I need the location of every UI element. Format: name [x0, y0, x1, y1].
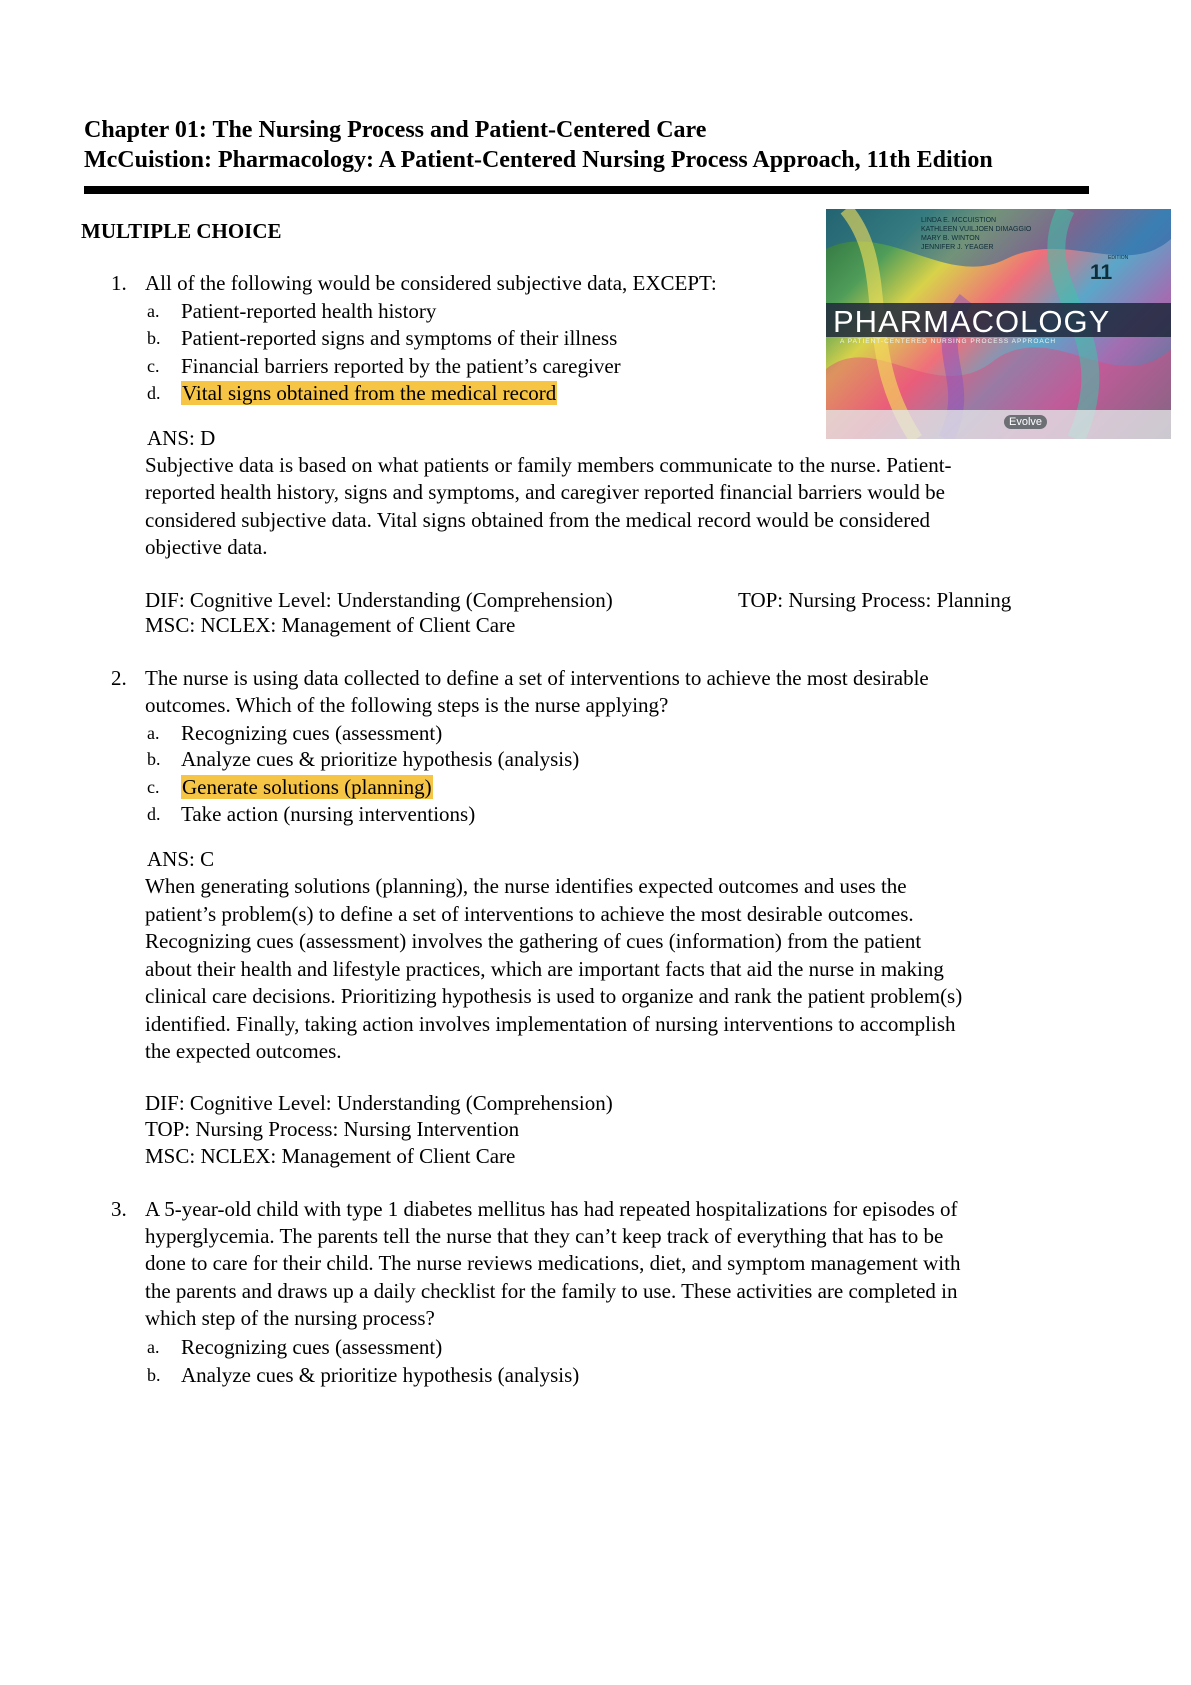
rationale-line: objective data. — [145, 535, 268, 559]
chapter-title: Chapter 01: The Nursing Process and Patient-Centered Care — [84, 117, 707, 143]
question-stem-line: the parents and draws up a daily checklist for the family to use. These activities are completed in — [145, 1279, 958, 1303]
question-number: 3. — [111, 1197, 127, 1221]
rationale-line: identified. Finally, taking action involves implementation of nursing interventions to accomplish — [145, 1012, 956, 1036]
meta-msc: MSC: NCLEX: Management of Client Care — [145, 1144, 516, 1168]
option-text: Recognizing cues (assessment) — [181, 721, 443, 745]
section-title: MULTIPLE CHOICE — [81, 219, 282, 243]
cover-title: PHARMACOLOGY — [833, 304, 1111, 339]
option-letter: a. — [147, 301, 160, 321]
book-cover-image — [826, 209, 1171, 439]
option-text: Recognizing cues (assessment) — [181, 1335, 443, 1359]
option-letter: a. — [147, 723, 160, 743]
rationale-line: the expected outcomes. — [145, 1039, 342, 1063]
rationale-line: reported health history, signs and symptoms, and caregiver reported financial barriers would be — [145, 480, 945, 504]
question-stem-line: A 5-year-old child with type 1 diabetes mellitus has had repeated hospitalizations for episodes of — [145, 1197, 958, 1221]
option-letter: d. — [147, 804, 161, 824]
question-stem-line: done to care for their child. The nurse reviews medications, diet, and symptom management with — [145, 1251, 961, 1275]
rationale-line: about their health and lifestyle practices, which are important facts that aid the nurse in making — [145, 957, 944, 981]
answer-key: ANS: D — [147, 426, 216, 450]
question-stem-line: hyperglycemia. The parents tell the nurse that they can’t keep track of everything that has to be — [145, 1224, 944, 1248]
book-title: McCuistion: Pharmacology: A Patient-Centered Nursing Process Approach, 11th Edition — [84, 147, 993, 173]
option-text: Patient-reported health history — [181, 299, 437, 323]
option-letter: a. — [147, 1337, 160, 1357]
meta-top: TOP: Nursing Process: Nursing Intervention — [145, 1117, 520, 1141]
cover-edition-label: EDITION — [1108, 255, 1129, 261]
option-text: Take action (nursing interventions) — [181, 802, 476, 826]
rationale-line: When generating solutions (planning), the nurse identifies expected outcomes and uses the — [145, 874, 907, 898]
option-text: Analyze cues & prioritize hypothesis (analysis) — [181, 747, 580, 771]
question-stem-line: outcomes. Which of the following steps is the nurse applying? — [145, 693, 669, 717]
rationale-line: Subjective data is based on what patients or family members communicate to the nurse. Patient- — [145, 453, 952, 477]
option-letter: c. — [147, 777, 160, 797]
question-stem-line: The nurse is using data collected to define a set of interventions to achieve the most desirable — [145, 666, 929, 690]
question-stem-line: All of the following would be considered subjective data, EXCEPT: — [145, 271, 717, 295]
meta-dif: DIF: Cognitive Level: Understanding (Comprehension) — [145, 1091, 613, 1115]
answer-key: ANS: C — [147, 847, 215, 871]
option-letter: b. — [147, 749, 161, 769]
option-text-highlighted — [181, 380, 557, 407]
option-letter: b. — [147, 328, 161, 348]
question-stem-line: which step of the nursing process? — [145, 1306, 435, 1330]
option-text: Financial barriers reported by the patient’s caregiver — [181, 354, 621, 378]
meta-msc: MSC: NCLEX: Management of Client Care — [145, 613, 516, 637]
meta-top: TOP: Nursing Process: Planning — [738, 588, 1012, 612]
option-letter: d. — [147, 383, 161, 403]
meta-dif: DIF: Cognitive Level: Understanding (Comprehension) — [145, 588, 613, 612]
option-text: Patient-reported signs and symptoms of their illness — [181, 326, 618, 350]
evolve-logo: Evolve — [1004, 415, 1047, 429]
cover-footer — [826, 410, 1171, 439]
rationale-line: considered subjective data. Vital signs obtained from the medical record would be considered — [145, 508, 931, 532]
option-text: Analyze cues & prioritize hypothesis (analysis) — [181, 1363, 580, 1387]
cover-edition-number: 11 — [1090, 261, 1113, 284]
option-letter: c. — [147, 356, 160, 376]
question-number: 1. — [111, 271, 127, 295]
rationale-line: patient’s problem(s) to define a set of interventions to achieve the most desirable outcomes. — [145, 902, 914, 926]
answer-highlight: Vital signs obtained from the medical record — [182, 381, 557, 405]
question-number: 2. — [111, 666, 127, 690]
cover-subtitle: A PATIENT-CENTERED NURSING PROCESS APPROACH — [840, 338, 1057, 345]
cover-authors: LINDA E. MCCUISTION KATHLEEN VUILJOEN DIMAGGIO MARY B. WINTON JENNIFER J. YEAGER — [921, 217, 1032, 251]
option-text-highlighted — [181, 774, 433, 801]
rationale-line: clinical care decisions. Prioritizing hypothesis is used to organize and rank the patient problem(s) — [145, 984, 963, 1008]
option-letter: b. — [147, 1365, 161, 1385]
header-rule — [84, 186, 1089, 194]
rationale-line: Recognizing cues (assessment) involves the gathering of cues (information) from the patient — [145, 929, 922, 953]
answer-highlight: Generate solutions (planning) — [182, 775, 432, 799]
